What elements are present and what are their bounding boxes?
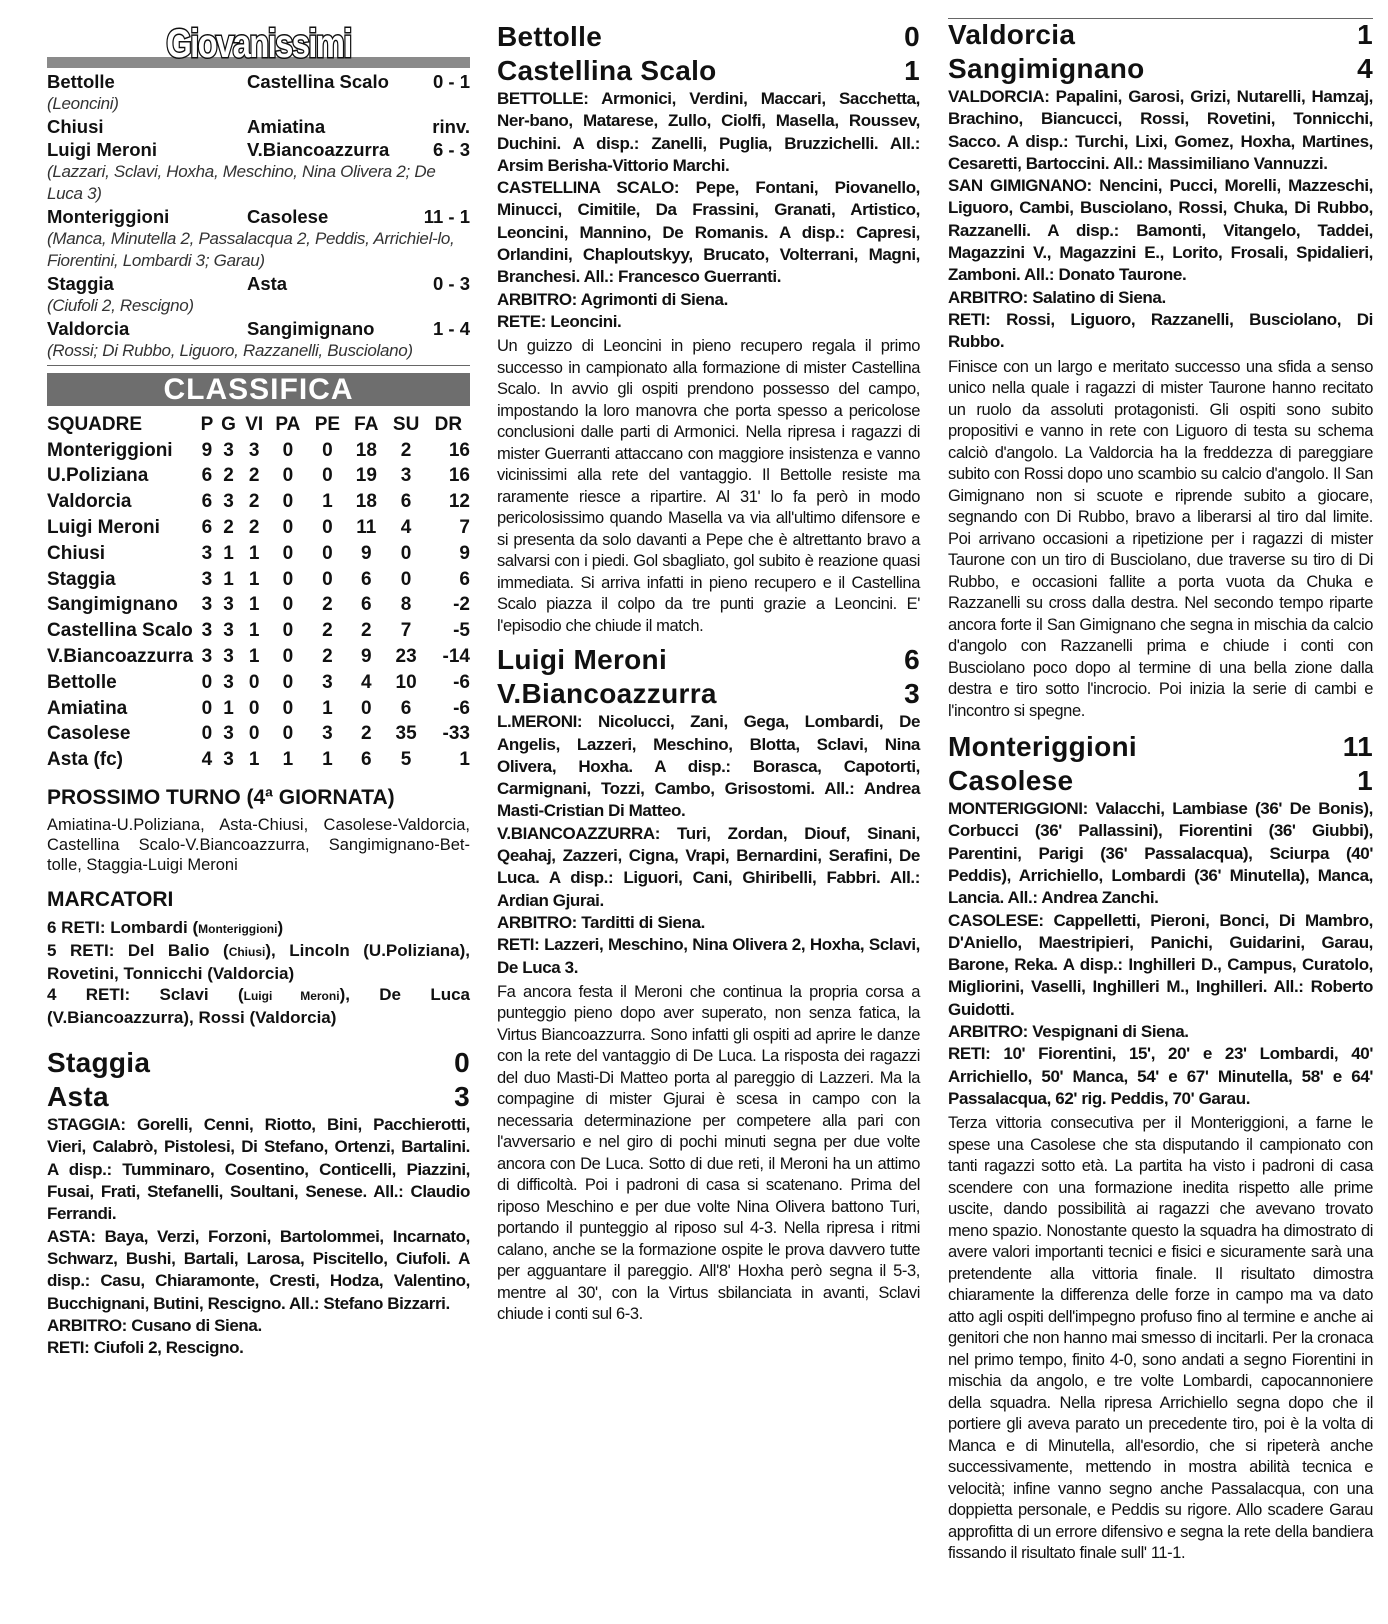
team-name: Bettolle <box>47 671 117 693</box>
match-meroni-biancoazzurra <box>497 643 920 1326</box>
match-away-row <box>47 1080 470 1114</box>
standings-cell: 10 <box>395 671 417 693</box>
standings-cell: 6 <box>400 697 412 719</box>
goals-line: RETI: 10' Fiorentini, 15', 20' e 23' Lombardi, 40' Arrichiello, 50' Manca, 54' e 67' Minutella, 58' e 64' Passalacqua, 62' rig. Peddis, 70' Garau. <box>948 1044 1373 1108</box>
home-score: 0 <box>454 1047 470 1079</box>
standings-cell: 2 <box>322 646 333 668</box>
match-away-row <box>497 677 920 711</box>
standings-cell: 1 <box>248 749 260 771</box>
standings-cell: 5 <box>400 749 412 771</box>
standings-cell: 1 <box>223 542 234 564</box>
standings-cell: 6 <box>400 491 412 513</box>
standings-row <box>47 515 470 541</box>
match-report: Un guizzo di Leoncini in pieno recupero regala il primo successo in campionato alla formazione di mister Castellina Scalo. In avvio gli ospiti prendono possesso del campo, impostando la loro manovra che porta spesso a pericolose conclusioni dalle parti di Armonici. Nella ripresa i ragazzi di mister Guerranti attaccano con maggiore insistenza e vanno vicinissimi alla rete del vantaggio. Il Bettolle resiste ma raramente riesce a ripartire. Al 31' lo fa però in modo pericolosissimo quando Masella va via all'ultimo difensore e si presenta da solo davanti a Pepe che è altrettanto bravo a salvarsi con i piedi. Gol sbagliato, gol subito è reazione quasi immediata. Si arriva infatti in pieno recupero e il Castellina Scalo piazza il colpo da tre punti grazie a Leoncini. E' l'episodio che chiude il match. <box>497 337 920 635</box>
match-away-row <box>948 764 1373 798</box>
match-home-row <box>948 18 1373 52</box>
match-bettolle-castellina <box>497 20 920 637</box>
away-team: Asta <box>47 1081 109 1113</box>
standings-cell: 3 <box>201 620 213 642</box>
result-scorers: (Rossi; Di Rubbo, Liguoro, Razzanelli, Busciolano) <box>47 341 413 360</box>
standings-cell: 2 <box>223 517 234 539</box>
match-home-row <box>47 1046 470 1080</box>
team-name: Luigi Meroni <box>47 517 160 539</box>
standings-cell: 4 <box>361 671 372 693</box>
standings-row <box>47 747 470 773</box>
result-score: 6 - 3 <box>432 139 470 160</box>
standings-cell: 16 <box>448 465 470 487</box>
standings-cell: 3 <box>223 749 234 771</box>
standings-cell: -5 <box>453 620 470 642</box>
standings-cell: 18 <box>355 491 377 513</box>
standings-cell: 0 <box>322 517 333 539</box>
scorer-club: Luigi Meroni <box>243 989 340 1004</box>
team-name: V.Biancoazzurra <box>47 646 194 668</box>
scorers-title: MARCATORI <box>47 888 174 912</box>
standings-cell: 1 <box>248 542 260 564</box>
result-score: 11 - 1 <box>423 206 470 227</box>
goals-line: RETI: Lazzeri, Meschino, Nina Olivera 2, Hoxha, Sclavi, De Luca 3. <box>497 935 920 977</box>
standings-row <box>47 541 470 567</box>
referee-line: ARBITRO: Vespignani di Siena. <box>948 1022 1189 1042</box>
standings-cell: 0 <box>322 439 333 461</box>
standings-cell: 2 <box>248 491 260 513</box>
standings-header-row <box>47 412 470 438</box>
standings-cell: 3 <box>223 491 234 513</box>
match-report: Fa ancora festa il Meroni che continua la propria corsa a punteggio pieno dopo aver superato, non senza fatica, la Virtus Biancoazzurra. Sono infatti gli ospiti ad aprire le danze con la rete del vantaggio di De Luca. La risposta dei ragazzi del duo Masti-Di Matteo porta al pareggio di Lazzeri. Ma la compagine di mister Gjurai è scesa in campo con la necessaria determinazione per competere alla pari con l'avversario e nel giro di pochi minuti segna per due volte ancora con De Luca. Sotto di due reti, il Meroni ha un attimo di difficoltà. Poi i padroni di casa si scatenano. Prima del riposo Meschino e per due volte Nina Olivera battono Turi, portando il punteggio al riposo sul 4-3. Nella ripresa i ritmi calano, anche se la formazione ospite le prova davvero tutte per agguantare il pareggio. All'8' Hoxha però segna il 5-3, mentre al 30', con la Virtus sbilanciata in avanti, Sclavi chiude i conti sul 6-3. <box>497 982 920 1324</box>
lineup-paragraph: V.BIANCOAZZURRA: Turi, Zordan, Diouf, Sinani, Qeahaj, Zazzeri, Cigna, Vrapi, Bernardini, Serafini, De Luca. A disp.: Liguori, Cani, Ghiribelli, Fabbri. All.: Ardian Gjurai. <box>497 823 920 910</box>
standings-cell: 0 <box>322 542 333 564</box>
classifica-header <box>47 373 470 406</box>
home-team: Luigi Meroni <box>497 644 668 676</box>
standings-cell: 1 <box>322 491 333 513</box>
result-row <box>47 115 470 138</box>
standings-cell: 0 <box>282 517 294 539</box>
standings-cell: 9 <box>201 439 213 461</box>
standings-col-header: SQUADRE <box>47 413 143 435</box>
team-name: Sangimignano <box>47 594 178 616</box>
result-away: Amiatina <box>247 116 326 137</box>
standings-cell: 2 <box>248 465 260 487</box>
standings-cell: 1 <box>322 697 333 719</box>
column-right <box>948 18 1373 1565</box>
result-row <box>47 317 470 340</box>
home-score: 6 <box>904 644 920 676</box>
standings-cell: 0 <box>322 568 333 590</box>
result-home: Bettolle <box>47 71 115 92</box>
standings-cell: 4 <box>400 517 412 539</box>
team-name: Castellina Scalo <box>47 620 193 642</box>
standings-cell: 35 <box>395 723 417 745</box>
standings-cell: 2 <box>322 620 333 642</box>
result-score: 0 - 3 <box>432 273 470 294</box>
standings-cell: 18 <box>355 439 377 461</box>
standings-cell: 1 <box>248 568 260 590</box>
standings-cell: 1 <box>248 646 260 668</box>
standings-cell: 3 <box>201 594 213 616</box>
result-away: V.Biancoazzurra <box>247 139 390 160</box>
scorer-club: Chiusi <box>228 945 266 960</box>
referee-line: ARBITRO: Cusano di Siena. <box>47 1315 262 1335</box>
team-name: Staggia <box>47 568 116 590</box>
standings-cell: 23 <box>395 646 417 668</box>
result-scorers: (Leoncini) <box>47 94 119 113</box>
result-scorers: (Lazzari, Sclavi, Hoxha, Meschino, Nina Olivera 2; De Luca 3) <box>47 162 436 203</box>
standings-cell: 3 <box>400 465 412 487</box>
scorer-line <box>47 984 470 1028</box>
result-home: Chiusi <box>47 116 104 137</box>
team-name: Asta (fc) <box>47 749 124 771</box>
team-name: Chiusi <box>47 542 106 564</box>
scorer-tail: ) <box>277 918 284 938</box>
standings-col-header: FA <box>354 413 379 435</box>
standings-cell: 3 <box>223 723 234 745</box>
standings-row <box>47 644 470 670</box>
away-team: V.Biancoazzurra <box>497 678 717 710</box>
scorer-tail: ), Lincoln (U.Poliziana), Rovetini, Tonnicchi (Valdorcia) <box>47 941 470 984</box>
standings-col-header: P <box>200 413 214 435</box>
section-title: Giovanissimi <box>166 22 351 66</box>
lineup-paragraph: CASTELLINA SCALO: Pepe, Fontani, Piovanello, Minucci, Cimitile, Da Frassini, Granati, Artistico, Leoncini, Mannino, De Romanis. A disp.: Capresi, Orlandini, Chaploutskyy, Brucato, Volterrani, Magni, Branchesi. All.: Francesco Guerranti. <box>497 178 920 287</box>
standings-cell: 9 <box>361 542 372 564</box>
standings-cell: 7 <box>400 620 412 642</box>
lineup-paragraph: ASTA: Baya, Verzi, Forzoni, Bartolommei, Incarnato, Schwarz, Bushi, Bartali, Larosa, Piscitello, Ciufoli. A disp.: Casu, Chiaramonte, Cresti, Hodza, Valentino, Bucchignani, Butini, Rescigno. All.: Stefano Bizzarri. <box>47 1226 470 1313</box>
standings-cell: -14 <box>442 646 470 668</box>
standings-cell: 0 <box>282 723 294 745</box>
result-away: Castellina Scalo <box>247 71 389 92</box>
home-team: Bettolle <box>497 21 603 52</box>
lineup-paragraph: MONTERIGGIONI: Valacchi, Lambiase (36' De Bonis), Corbucci (36' Pallassini), Fiorentini (36' Giubbi), Parentini, Parigi (36' Passalacqua), Sciurpa (40' Peddis), Arrichiello, Lombardi (36' Minutella), Manca, Lancia. All.: Andrea Zanchi. <box>948 799 1373 908</box>
standings-cell: 0 <box>201 671 213 693</box>
standings-row <box>47 567 470 593</box>
scorers-list <box>47 917 470 1028</box>
standings-cell: 0 <box>282 439 294 461</box>
standings-row <box>47 438 470 464</box>
standings-cell: 1 <box>223 568 234 590</box>
standings-cell: 0 <box>282 568 294 590</box>
standings-cell: 3 <box>248 439 260 461</box>
standings-cell: 0 <box>282 594 294 616</box>
standings-cell: 7 <box>459 517 470 539</box>
standings-cell: -6 <box>453 697 470 719</box>
home-score: 11 <box>1342 731 1373 763</box>
result-score: 0 - 1 <box>432 71 470 92</box>
home-team: Valdorcia <box>948 19 1076 50</box>
standings-cell: 2 <box>361 620 372 642</box>
match-home-row <box>948 730 1373 764</box>
away-team: Casolese <box>948 765 1074 797</box>
standings-cell: 2 <box>361 723 372 745</box>
standings-cell: 6 <box>361 749 372 771</box>
scorer-lead: 4 RETI: Sclavi ( <box>47 985 244 1005</box>
standings-cell: -33 <box>442 723 470 745</box>
match-away-row <box>948 52 1373 86</box>
column-left <box>47 24 470 1359</box>
result-score: rinv. <box>432 116 470 137</box>
result-score: 1 - 4 <box>432 318 470 339</box>
standings-col-header: DR <box>434 413 463 435</box>
result-scorers: (Ciufoli 2, Rescigno) <box>47 296 194 315</box>
standings-cell: 6 <box>201 517 213 539</box>
team-name: Monteriggioni <box>47 439 173 461</box>
scorer-club: Monteriggioni <box>198 922 278 937</box>
standings-cell: 3 <box>223 646 234 668</box>
away-team: Castellina Scalo <box>497 55 717 86</box>
result-row <box>47 70 470 93</box>
standings-cell: 0 <box>248 671 260 693</box>
standings-cell: 6 <box>459 568 470 590</box>
lineup-paragraph: SAN GIMIGNANO: Nencini, Pucci, Morelli, Mazzeschi, Liguoro, Cambi, Busciolano, Rossi, Chuka, Di Rubbo, Razzanelli. A disp.: Bamonti, Vitangelo, Taddei, Magazzini V., Magazzini E., Lorito, Frosali, Spidalieri, Zamboni. All.: Donato Taurone. <box>948 176 1373 285</box>
standings-cell: 0 <box>400 568 412 590</box>
result-row <box>47 272 470 295</box>
standings-cell: 0 <box>248 697 260 719</box>
standings-cell: 0 <box>282 646 294 668</box>
match-report: Finisce con un largo e meritato successo una sfida a senso unico nella quale i ragazzi di mister Taurone hanno recitato un ruolo da assoluti protagonisti. Gli ospiti sono subito propositivi e vanno in rete con Liguoro di testa su schema calciò d'angolo. La Valdorcia ha la freddezza di pareggiare subito con Rossi dopo uno scambio su calcio d'angolo. Il San Gimignano non si scuote e riprende subito a giocare, segnando con Di Rubbo, bravo a liberarsi al tiro dal limite. Poi arrivano occasioni a ripetizione per i ragazzi di mister Taurone con un tiro di Busciolano, due traverse su tiro di Di Rubbo, e occasioni fallite a porta vuota da Chuka e Razzanelli su cross dalla destra. Nel secondo tempo riparte ancora forte il San Gimignano che segna in mischia da calcio d'angolo con Razzanelli prima e chiude i conti con Busciolano poco dopo al termine di una bella zione dalla destra e tiro sotto l'incrocio. Poi inizia la serie di cambi e l'incontro si spegne. <box>948 357 1373 720</box>
standings-col-header: PE <box>314 413 341 435</box>
standings-cell: 3 <box>223 671 234 693</box>
match-home-row <box>497 20 920 54</box>
standings-cell: 0 <box>282 697 294 719</box>
result-home: Staggia <box>47 273 114 294</box>
standings-cell: 0 <box>400 542 412 564</box>
standings-cell: 3 <box>201 568 213 590</box>
away-score: 1 <box>904 55 920 86</box>
standings-col-header: G <box>221 413 236 435</box>
standings-cell: 1 <box>248 620 260 642</box>
standings-cell: 2 <box>322 594 333 616</box>
home-score: 1 <box>1357 19 1373 50</box>
standings-row <box>47 618 470 644</box>
standings-cell: 19 <box>355 465 377 487</box>
team-name: Valdorcia <box>47 491 132 513</box>
lineup-paragraph: VALDORCIA: Papalini, Garosi, Grizi, Nutarelli, Hamzaj, Brachino, Biancucci, Rossi, Rovetini, Tonnicchi, Sacco. A disp.: Turchi, Lixi, Gomez, Hoxha, Martines, Cesaretti, Bartoccini. All.: Massimiliano Vannuzzi. <box>948 87 1373 173</box>
referee-line: ARBITRO: Agrimonti di Siena. <box>497 289 728 309</box>
match-report: Terza vittoria consecutiva per il Monteriggioni, a farne le spese una Casolese che sta disputando il campionato con tanti ragazzi sotto età. La partita ha visto i padroni di casa scendere con una formazione inedita rispetto alle prime uscite, dando possibilità ai ragazzi che avevano trovato meno spazio. Nonostante questo la squadra ha dimostrato di avere valori importanti tecnici e fisici e sicuramente sarà una pretendente alla vittoria finale. Il risultato dimostra chiaramente la differenza delle forze in campo ma va dato atto agli ospiti dell'impegno profuso fino al termine e anche ai genitori che non hanno mai smesso di incitarli. Per la cronaca nel primo tempo, finito 4-0, sono andati a segno Fiorentini in mischia da angolo, e tre volte Lombardi, capocannoniere della squadra. Nella ripresa Arrichiello segna dopo che il portiere gli aveva parato un precedente tiro, poi è la volta di Manca e di Minutella, all'esordio, che si ripeterà anche successivamente, mettendo in mostra abilità tecnica e velocità; infine vanno segno anche Passalacqua, con una doppietta personale, e Peddis su rigore. Allo scadere Garau approfitta di un errore difensivo e segna la rete della bandiera fissando il risultato finale sull' 11-1. <box>948 1114 1373 1563</box>
standings-table <box>47 412 470 773</box>
standings-cell: 1 <box>459 749 470 771</box>
standings-col-header: PA <box>275 413 301 435</box>
lineup-paragraph: BETTOLLE: Armonici, Verdini, Maccari, Sacchetta, Ner-bano, Matarese, Zullo, Ciolfi, Masella, Roussev, Duchini. A disp.: Zanelli, Puglia, Bruzzichelli. All.: Arsim Berisha-Vittorio Marchi. <box>497 89 920 175</box>
match-staggia-asta <box>47 1046 470 1359</box>
standings-cell: 3 <box>322 723 333 745</box>
standings-row <box>47 593 470 619</box>
match-valdorcia-sangimignano <box>948 18 1373 722</box>
standings-cell: 0 <box>248 723 260 745</box>
standings-cell: 8 <box>400 594 412 616</box>
standings-cell: 2 <box>248 517 260 539</box>
standings-cell: 0 <box>322 465 333 487</box>
standings-row <box>47 670 470 696</box>
standings-cell: 1 <box>282 749 294 771</box>
standings-cell: 0 <box>282 542 294 564</box>
standings-cell: 16 <box>448 439 470 461</box>
standings-cell: 0 <box>282 620 294 642</box>
standings-cell: 1 <box>223 697 234 719</box>
result-home: Monteriggioni <box>47 206 170 227</box>
match-away-row <box>497 54 920 88</box>
section-header <box>47 24 470 68</box>
result-home: Luigi Meroni <box>47 139 157 160</box>
classifica-title: CLASSIFICA <box>163 373 354 406</box>
next-round-text: Amiatina-U.Poliziana, Asta-Chiusi, Casolese-Valdorcia, Castellina Scalo-V.Biancoazzurra, Sangimignano-Bet-tolle, Staggia-Luigi Meroni <box>47 816 470 875</box>
away-team: Sangimignano <box>948 53 1145 84</box>
standings-cell: 9 <box>361 646 372 668</box>
standings-cell: -2 <box>453 594 470 616</box>
standings-cell: 3 <box>322 671 333 693</box>
goals-line: RETI: Rossi, Liguoro, Razzanelli, Busciolano, Di Rubbo. <box>948 309 1373 352</box>
result-row <box>47 138 470 161</box>
away-score: 1 <box>1357 765 1373 797</box>
standings-cell: 2 <box>223 465 234 487</box>
standings-cell: 3 <box>201 542 213 564</box>
result-scorers: (Manca, Minutella 2, Passalacqua 2, Peddis, Arrichiel-lo, Fiorentini, Lombardi 3; Garau) <box>47 229 455 270</box>
home-team: Staggia <box>47 1047 151 1079</box>
standings-cell: 6 <box>361 594 372 616</box>
standings-cell: 0 <box>282 671 294 693</box>
goals-line: RETI: Ciufoli 2, Rescigno. <box>47 1338 244 1358</box>
team-name: Amiatina <box>47 697 128 719</box>
home-score: 0 <box>904 21 920 52</box>
results-list <box>47 70 470 362</box>
standings-cell: 6 <box>201 491 213 513</box>
standings-row <box>47 464 470 490</box>
standings-cell: 3 <box>223 620 234 642</box>
standings-cell: 11 <box>356 517 377 539</box>
standings-cell: 1 <box>322 749 333 771</box>
standings-cell: 1 <box>248 594 260 616</box>
lineup-paragraph: L.MERONI: Nicolucci, Zani, Gega, Lombardi, De Angelis, Lazzeri, Meschino, Blotta, Sclavi, Nina Olivera, Hoxha. A disp.: Borasca, Capotorti, Carmignani, Tozzi, Cambo, Grisostomi. All.: Andrea Masti-Cristian Di Matteo. <box>497 712 920 821</box>
standings-cell: 4 <box>201 749 213 771</box>
standings-cell: 2 <box>400 439 412 461</box>
result-away: Asta <box>247 273 288 294</box>
standings-cell: 0 <box>201 697 213 719</box>
standings-row <box>47 722 470 748</box>
divider <box>47 365 470 366</box>
away-score: 4 <box>1357 53 1373 84</box>
next-round-title: PROSSIMO TURNO (4ª GIORNATA) <box>47 786 395 810</box>
standings-cell: 6 <box>361 568 372 590</box>
standings-cell: 0 <box>282 465 294 487</box>
result-row <box>47 205 470 228</box>
standings-cell: 0 <box>282 491 294 513</box>
standings-cell: -6 <box>453 671 470 693</box>
goals-line: RETE: Leoncini. <box>497 311 622 331</box>
standings-cell: 0 <box>201 723 213 745</box>
standings-cell: 9 <box>459 542 470 564</box>
match-home-row <box>497 643 920 677</box>
team-name: U.Poliziana <box>47 465 149 487</box>
scorer-lead: 5 RETI: Del Balio ( <box>47 941 229 961</box>
standings-row <box>47 489 470 515</box>
lineup-paragraph: STAGGIA: Gorelli, Cenni, Riotto, Bini, Pacchierotti, Vieri, Calabrò, Pistolesi, Di Stefano, Ortenzi, Bartalini. A disp.: Tumminaro, Cosentino, Conticelli, Piazzini, Fusai, Frati, Stefanelli, Soultani, Senese. All.: Claudio Ferrandi. <box>47 1115 470 1224</box>
result-away: Sangimignano <box>247 318 375 339</box>
away-score: 3 <box>454 1081 470 1113</box>
result-away: Casolese <box>247 206 329 227</box>
scorer-line <box>47 940 470 984</box>
standings-cell: 3 <box>201 646 213 668</box>
scorer-line <box>47 917 470 940</box>
standings-cell: 12 <box>448 491 470 513</box>
standings-row <box>47 696 470 722</box>
lineup-paragraph: CASOLESE: Cappelletti, Pieroni, Bonci, Di Mambro, D'Aniello, Maestripieri, Panichi, Guidarini, Garau, Barone, Reka. A disp.: Inghilleri D., Campus, Curatolo, Migliorini, Vaselli, Inghilleri M., Inghilleri. All.: Roberto Guidotti. <box>948 910 1373 1019</box>
match-monteriggioni-casolese <box>948 730 1373 1565</box>
scorer-lead: 6 RETI: Lombardi ( <box>47 918 199 938</box>
away-score: 3 <box>904 678 920 710</box>
scorer-tail: ), De Luca (V.Biancoazzurra), Rossi (Valdorcia) <box>47 985 471 1028</box>
standings-col-header: VI <box>245 413 264 435</box>
result-home: Valdorcia <box>47 318 130 339</box>
standings-cell: 3 <box>223 594 234 616</box>
referee-line: ARBITRO: Salatino di Siena. <box>948 287 1166 307</box>
standings-cell: 0 <box>361 697 372 719</box>
column-middle <box>497 20 920 1326</box>
standings-cell: 6 <box>201 465 213 487</box>
team-name: Casolese <box>47 723 131 745</box>
standings-cell: 3 <box>223 439 234 461</box>
referee-line: ARBITRO: Tarditti di Siena. <box>497 912 706 932</box>
home-team: Monteriggioni <box>948 731 1137 763</box>
lineups <box>47 1114 470 1359</box>
standings-col-header: SU <box>392 413 420 435</box>
